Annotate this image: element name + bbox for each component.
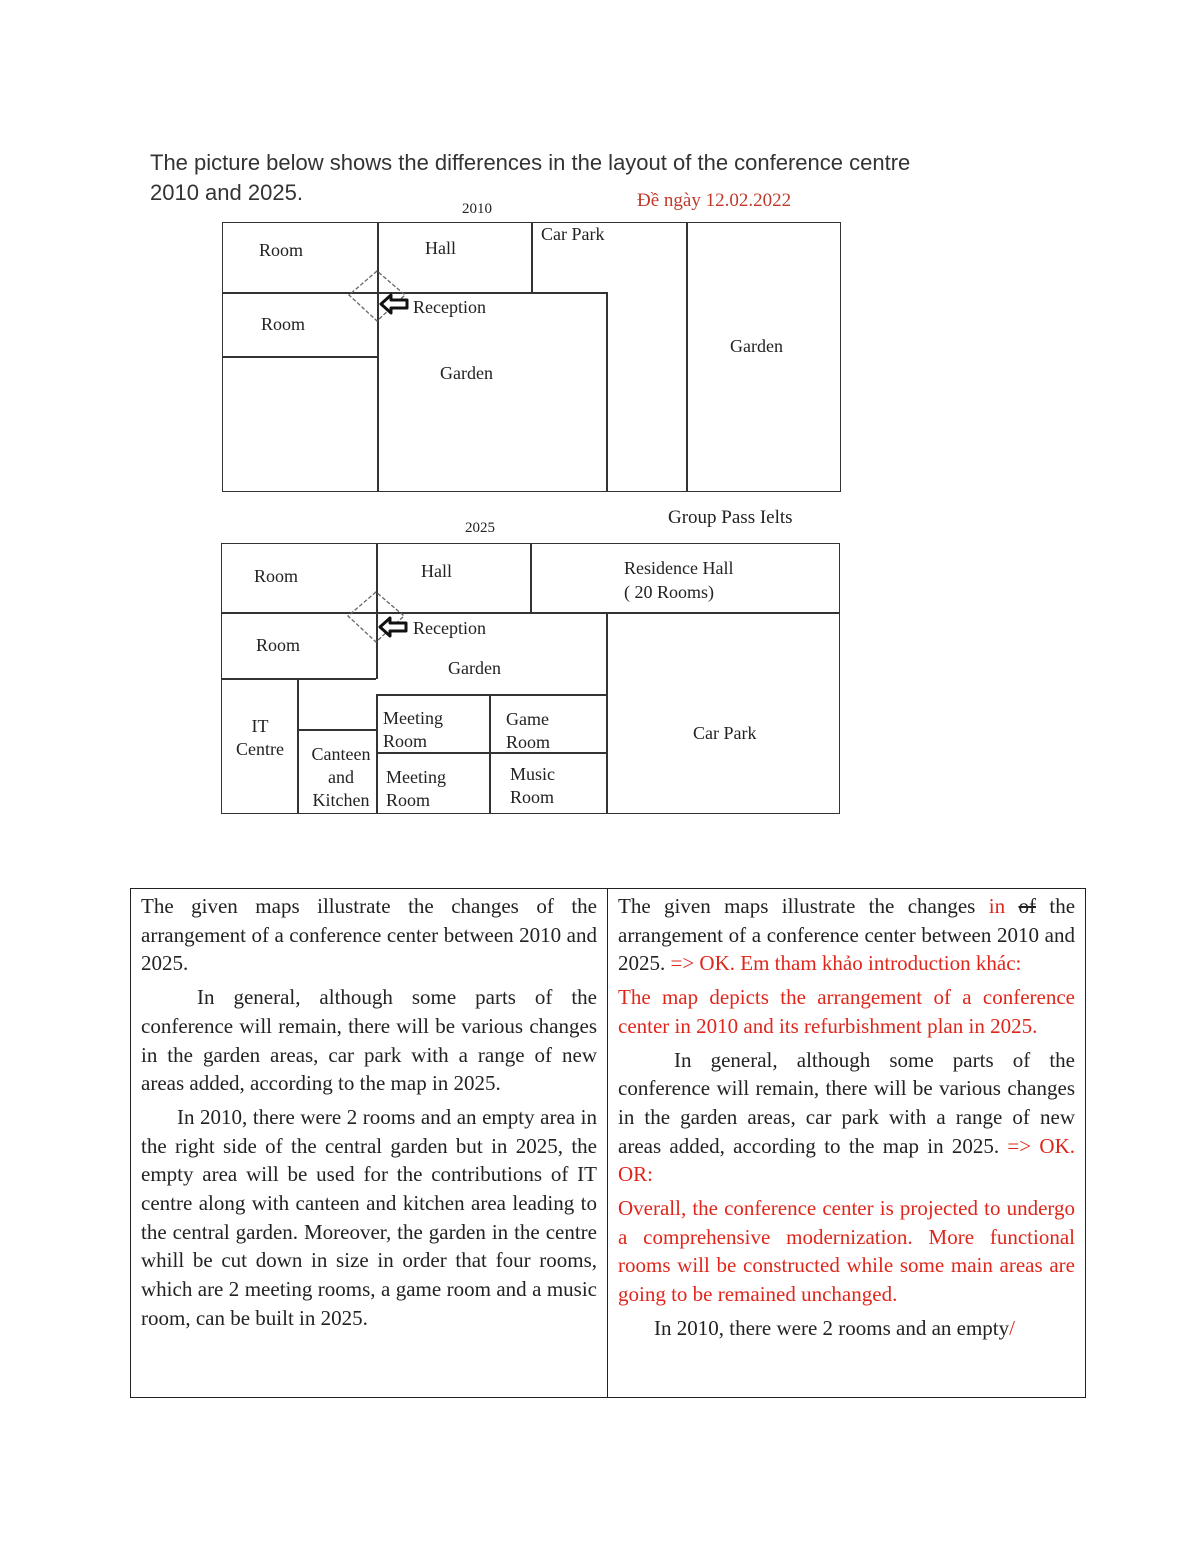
it-centre-label-2: Centre <box>236 739 284 759</box>
essay-original-column <box>131 889 608 1397</box>
teacher-note: => OK. Em tham khảo introduction khác: <box>670 951 1022 976</box>
essay-right-paragraph-5 <box>618 1314 1075 1343</box>
meeting-room-1-label-2: Room <box>383 731 428 751</box>
music-room-label-2: Room <box>510 787 555 807</box>
reception-label: Reception <box>413 618 486 638</box>
prompt-line-2: 2010 and 2025. <box>150 180 303 205</box>
essay-right-paragraph-1 <box>618 892 1075 978</box>
canteen-label-3: Kitchen <box>312 790 370 810</box>
car-park-label: Car Park <box>541 224 605 244</box>
residence-rooms-label: ( 20 Rooms) <box>624 582 714 602</box>
text-segment: The given maps illustrate the changes <box>618 894 989 918</box>
room-label-1: Room <box>254 566 299 586</box>
text-segment: In general, although some parts of the conference will remain, there will be various changes in the garden areas, car park with a range of new areas added, according to the map in 2025. <box>618 1047 1075 1158</box>
correction-insert: in <box>988 894 1006 918</box>
hall-label: Hall <box>425 238 456 258</box>
reception-label: Reception <box>413 297 486 317</box>
map-2025-year: 2025 <box>465 520 495 536</box>
map-2010-year: 2010 <box>462 201 492 217</box>
music-room-label-1: Music <box>510 764 555 784</box>
garden-center-label: Garden <box>440 363 493 383</box>
residence-hall-label: Residence Hall <box>624 558 734 578</box>
canteen-label-1: Canteen <box>311 744 371 764</box>
teacher-mark: / <box>1009 1315 1015 1340</box>
teacher-note: => OK. OR: <box>618 1133 1075 1187</box>
garden-right-label: Garden <box>730 336 783 356</box>
map-2010 <box>222 222 841 492</box>
reception-arrow-icon <box>378 615 410 639</box>
car-park-label: Car Park <box>693 723 757 743</box>
essay-left-paragraph-2: In general, although some parts of the conference will remain, there will be various changes in the garden areas, car park with a range of new areas added, according to the map in 2025. <box>141 985 597 1096</box>
essay-left-paragraph-1: The given maps illustrate the changes of the arrangement of a conference center between 2010 and 2025. <box>141 894 597 976</box>
text-segment: In 2010, there were 2 rooms and an empty <box>654 1315 1010 1340</box>
essay-feedback-column <box>608 889 1085 1397</box>
room-label-2: Room <box>261 314 306 334</box>
correction-strike: of <box>1018 894 1036 918</box>
hall-label: Hall <box>421 561 452 581</box>
essay-left-paragraph-3: In 2010, there were 2 rooms and an empty area in the right side of the central garden but in 2025, the empty area will be used for the contributions of IT centre along with canteen and kitchen area leading to the central garden. Moreover, the garden in the centre whill be cut down in size in order that four rooms, which are 2 meeting rooms, a game room and a music room, can be built in 2025. <box>141 1104 597 1330</box>
text-segment: the arrangement of a conference center between 2010 and 2025. <box>618 894 1076 976</box>
garden-label: Garden <box>448 658 501 678</box>
essay-right-paragraph-4: Overall, the conference center is projected to undergo a comprehensive modernization. More functional rooms will be constructed while some main areas are going to be remained unchanged. <box>618 1196 1075 1307</box>
meeting-room-1-label-1: Meeting <box>383 708 443 728</box>
essay-right-paragraph-2: The map depicts the arrangement of a conference center in 2010 and its refurbishment plan in 2025. <box>618 985 1075 1038</box>
meeting-room-2-label-2: Room <box>386 790 431 810</box>
game-room-label-2: Room <box>506 732 551 752</box>
essay-comparison-table <box>130 888 1086 1398</box>
prompt-line-1: The picture below shows the differences in the layout of the conference centre <box>150 150 911 175</box>
essay-right-paragraph-3 <box>618 1046 1075 1190</box>
it-centre-label-1: IT <box>251 716 269 736</box>
task-prompt <box>150 148 970 208</box>
meeting-room-2-label-1: Meeting <box>386 767 446 787</box>
date-note: Đề ngày 12.02.2022 <box>637 190 792 211</box>
room-label-2: Room <box>256 635 301 655</box>
map-2025 <box>221 543 840 814</box>
canteen-label-2: and <box>328 767 354 787</box>
credit-label: Group Pass Ielts <box>668 507 793 528</box>
reception-arrow-icon <box>379 292 411 316</box>
room-label-1: Room <box>259 240 304 260</box>
game-room-label-1: Game <box>506 709 549 729</box>
